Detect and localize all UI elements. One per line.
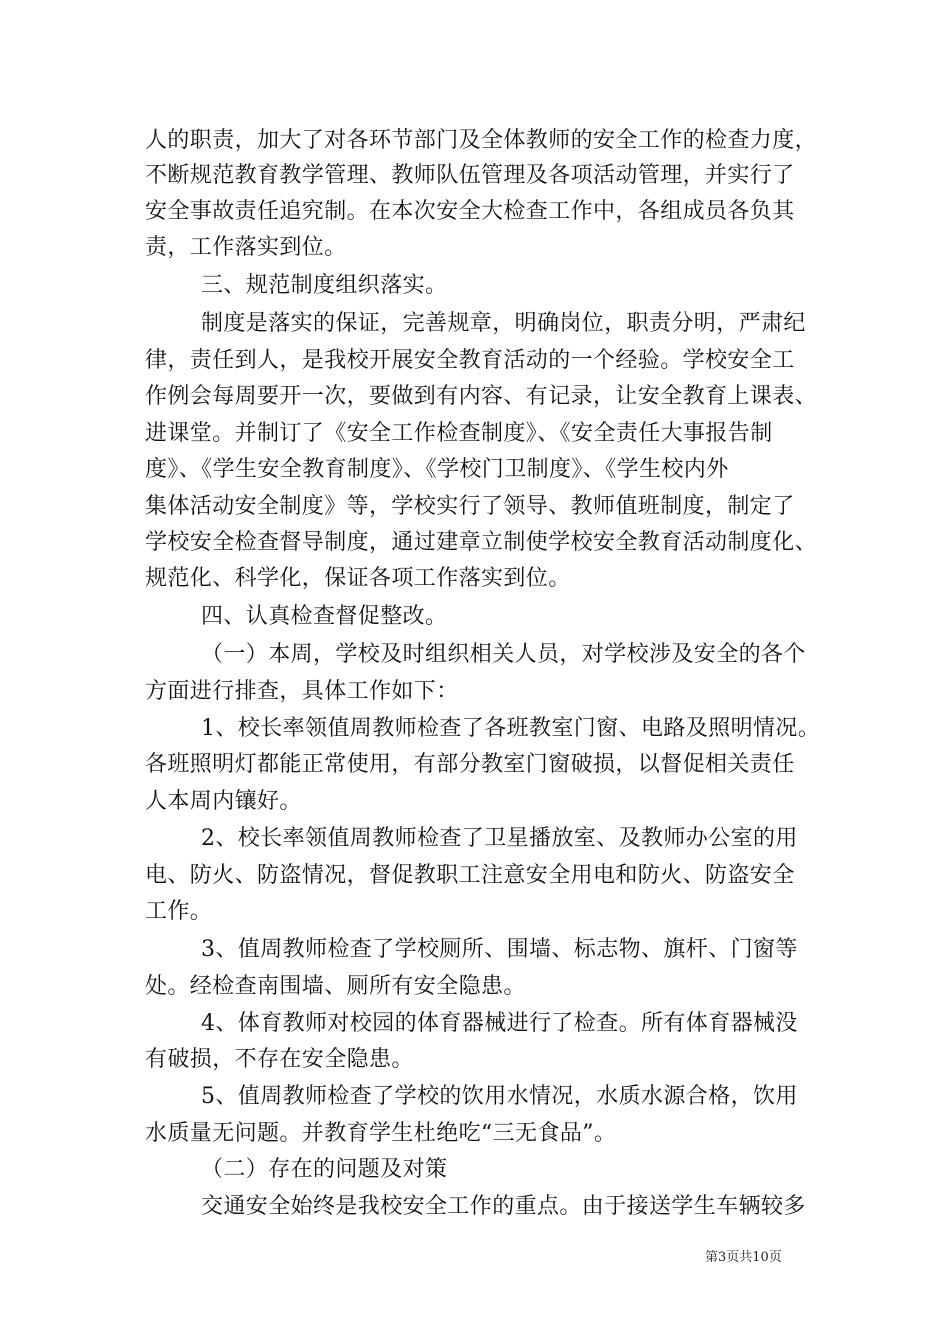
text-line: 规范化、科学化，保证各项工作落实到位。	[145, 566, 571, 591]
subsection-heading: （二）存在的问题及对策	[201, 1157, 448, 1182]
text-line: 工作。	[145, 899, 213, 924]
text-line: 度》、《学生安全教育制度》、《学校门卫制度》、《学生校内外	[145, 457, 729, 482]
list-item: 4、体育教师对校园的体育器械进行了检查。所有体育器械没	[201, 1011, 798, 1036]
list-item: 2、校长率领值周教师检查了卫星播放室、及教师办公室的用	[201, 826, 798, 851]
list-item: 1、校长率领值周教师检查了各班教室门窗、电路及照明情况。	[201, 716, 821, 741]
text-line: 各班照明灯都能正常使用，有部分教室门窗破损，以督促相关责任	[145, 752, 795, 777]
text-line: 学校安全检查督导制度，通过建章立制使学校安全教育活动制度化、	[145, 530, 818, 555]
text-line: 安全事故责任追究制。在本次安全大检查工作中，各组成员各负其	[145, 199, 795, 224]
text-line: 制度是落实的保证，完善规章，明确岗位，职责分明，严肃纪	[201, 311, 806, 336]
text-line: 集体活动安全制度》等，学校实行了领导、教师值班制度，制定了	[145, 494, 795, 519]
text-line: 人本周内镶好。	[145, 789, 302, 814]
text-line: 有破损，不存在安全隐患。	[145, 1047, 414, 1072]
page-number: 第3页共10页	[705, 1250, 782, 1265]
text-line: 作例会每周要开一次，要做到有内容、有记录，让安全教育上课表、	[145, 384, 818, 409]
text-line: 人的职责，加大了对各环节部门及全体教师的安全工作的检查力度，	[145, 128, 818, 153]
text-line: 电、防火、防盗情况，督促教职工注意安全用电和防火、防盗安全	[145, 863, 795, 888]
list-item: 5、值周教师检查了学校的饮用水情况，水质水源合格，饮用	[201, 1084, 798, 1109]
text-line: 律，责任到人，是我校开展安全教育活动的一个经验。学校安全工	[145, 348, 795, 373]
text-line: 交通安全始终是我校安全工作的重点。由于接送学生车辆较多	[201, 1194, 806, 1219]
text-line: 进课堂。并制订了《安全工作检查制度》、《安全责任大事报告制	[145, 421, 773, 446]
text-line: 不断规范教育教学管理、教师队伍管理及各项活动管理，并实行了	[145, 163, 795, 188]
text-line: 方面进行排查，具体工作如下：	[145, 679, 459, 704]
text-line: 处。经检查南围墙、厕所有安全隐患。	[145, 974, 526, 999]
list-item: 3、值周教师检查了学校厕所、围墙、标志物、旗杆、门窗等	[201, 937, 798, 962]
section-heading: 四、认真检查督促整改。	[201, 604, 448, 629]
text-line: 责，工作落实到位。	[145, 235, 347, 260]
section-heading: 三、规范制度组织落实。	[201, 273, 448, 298]
text-line: 水质量无问题。并教育学生杜绝吃“三无食品”。	[145, 1121, 617, 1146]
subsection-heading: （一）本周，学校及时组织相关人员，对学校涉及安全的各个	[201, 642, 806, 667]
